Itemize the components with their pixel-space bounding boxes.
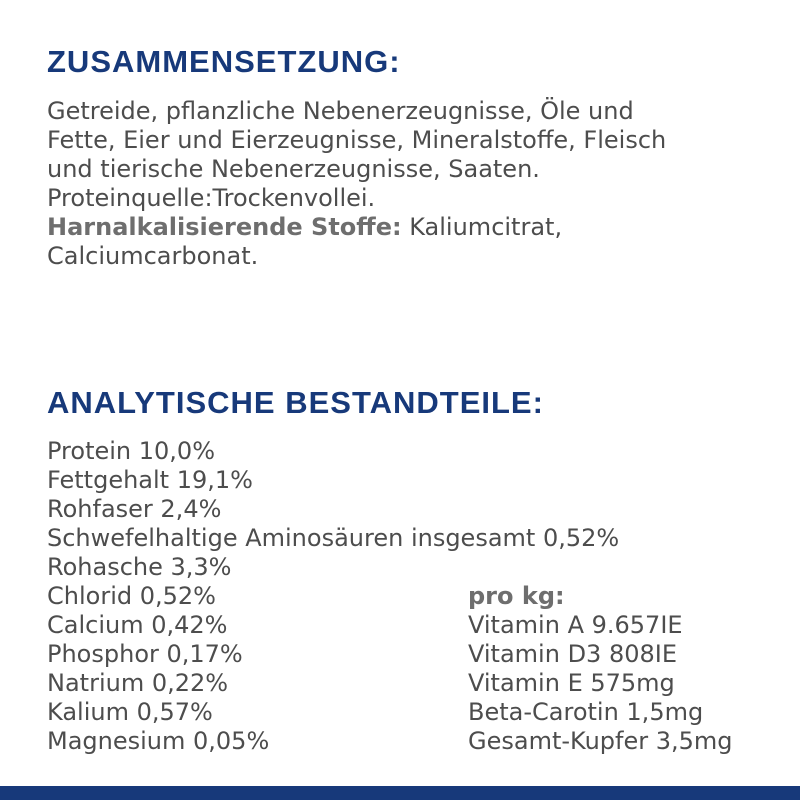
list-item: Gesamt-Kupfer 3,5mg bbox=[468, 727, 733, 755]
list-item: Kalium 0,57% bbox=[47, 698, 213, 726]
analytics-heading: ANALYTISCHE BESTANDTEILE: bbox=[47, 385, 544, 420]
composition-line: und tierische Nebenerzeugnisse, Saaten. bbox=[47, 155, 540, 183]
per-kg-label: pro kg: bbox=[468, 582, 565, 610]
composition-heading: ZUSAMMENSETZUNG: bbox=[47, 44, 401, 79]
alkalizing-line bbox=[47, 213, 777, 242]
composition-line: Getreide, pflanzliche Nebenerzeugnisse, Öle und bbox=[47, 97, 634, 125]
list-item: Rohasche 3,3% bbox=[47, 553, 232, 581]
list-item: Beta-Carotin 1,5mg bbox=[468, 698, 704, 726]
bottom-bar bbox=[0, 786, 800, 800]
list-item: Fettgehalt 19,1% bbox=[47, 466, 253, 494]
list-item: Vitamin D3 808IE bbox=[468, 640, 677, 668]
composition-line: Fette, Eier und Eierzeugnisse, Mineralstoffe, Fleisch bbox=[47, 126, 667, 154]
alkalizing-text: Kaliumcitrat, bbox=[401, 213, 563, 241]
list-item: Vitamin A 9.657IE bbox=[468, 611, 683, 639]
list-item: Vitamin E 575mg bbox=[468, 669, 675, 697]
composition-text bbox=[47, 97, 777, 271]
per-kg-list bbox=[468, 582, 733, 756]
alkalizing-line-2: Calciumcarbonat. bbox=[47, 242, 259, 270]
list-item: Phosphor 0,17% bbox=[47, 640, 243, 668]
list-item: Protein 10,0% bbox=[47, 437, 215, 465]
list-item: Chlorid 0,52% bbox=[47, 582, 216, 610]
list-item: Natrium 0,22% bbox=[47, 669, 229, 697]
list-item: Rohfaser 2,4% bbox=[47, 495, 222, 523]
alkalizing-label: Harnalkalisierende Stoffe: bbox=[47, 213, 402, 241]
list-item: Schwefelhaltige Aminosäuren insgesamt 0,52% bbox=[47, 524, 620, 552]
composition-line: Proteinquelle:Trockenvollei. bbox=[47, 184, 376, 212]
list-item: Calcium 0,42% bbox=[47, 611, 228, 639]
list-item: Magnesium 0,05% bbox=[47, 727, 270, 755]
